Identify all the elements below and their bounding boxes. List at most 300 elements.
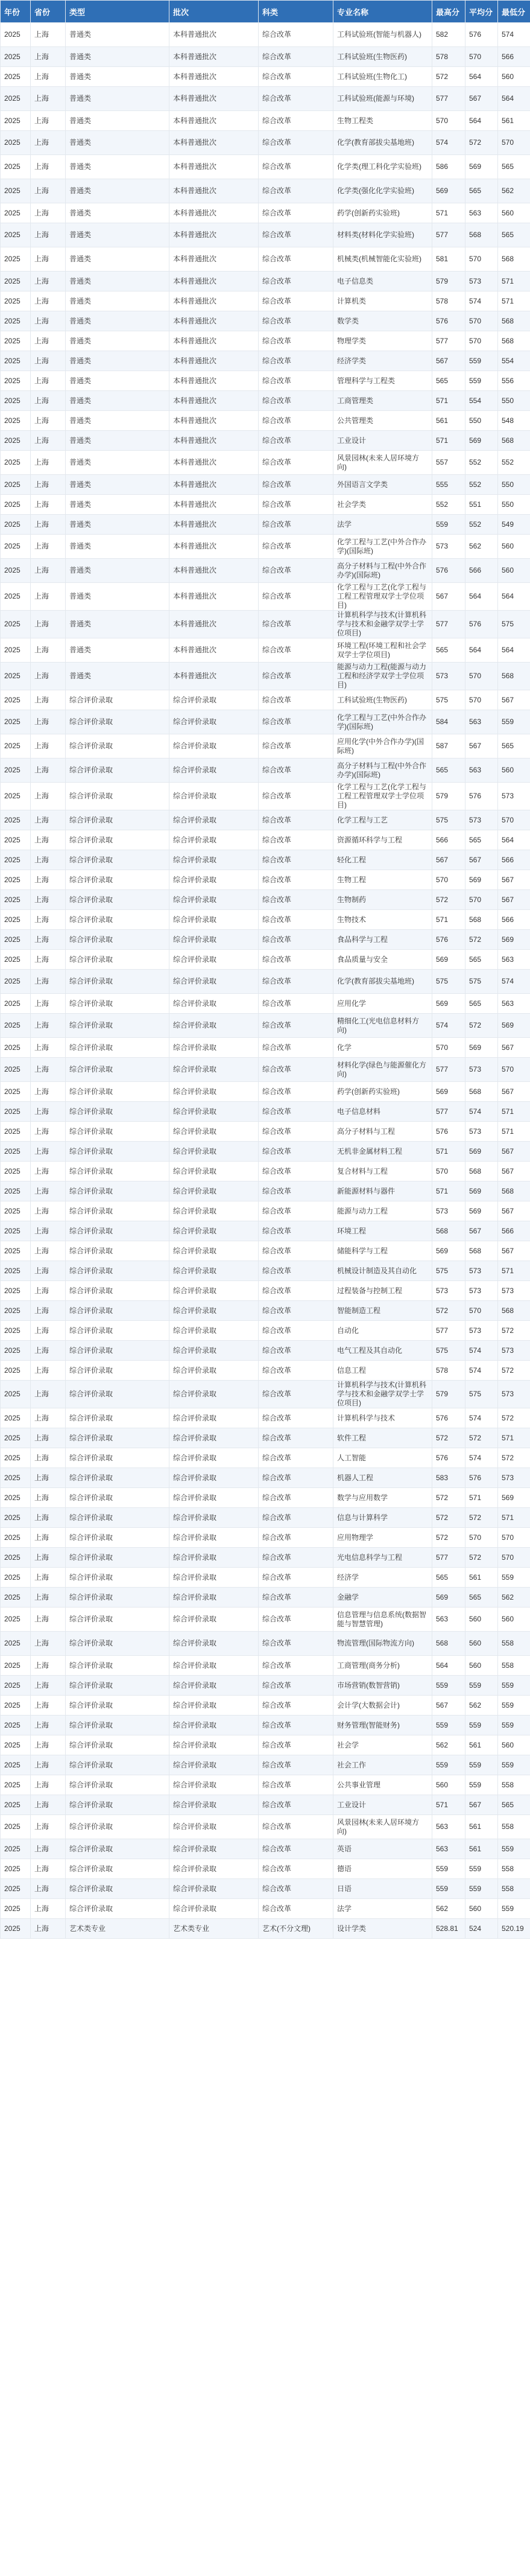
batch-cell: 综合评价录取 [169, 1058, 259, 1082]
type-cell: 普通类 [66, 131, 169, 155]
type-cell: 综合评价录取 [66, 1014, 169, 1038]
max-score-cell: 572 [432, 890, 465, 910]
column-header: 批次 [169, 1, 259, 23]
major-cell: 能源与动力工程 [333, 1201, 432, 1221]
province-cell: 上海 [31, 910, 66, 930]
province-cell: 上海 [31, 1676, 66, 1696]
type-cell: 综合评价录取 [66, 1201, 169, 1221]
min-score-cell: 568 [498, 311, 530, 331]
avg-score-cell: 574 [465, 1361, 498, 1381]
subject-cell: 综合改革 [259, 810, 333, 830]
major-cell: 管理科学与工程类 [333, 371, 432, 391]
min-score-cell: 571 [498, 1428, 530, 1448]
batch-cell: 综合评价录取 [169, 1775, 259, 1795]
subject-cell: 综合改革 [259, 131, 333, 155]
subject-cell: 综合改革 [259, 1142, 333, 1162]
max-score-cell: 566 [432, 830, 465, 850]
avg-score-cell: 569 [465, 1181, 498, 1201]
subject-cell: 综合改革 [259, 47, 333, 67]
table-row [1, 1448, 530, 1468]
year-cell: 2025 [1, 1488, 31, 1508]
max-score-cell: 559 [432, 1879, 465, 1899]
min-score-cell: 574 [498, 970, 530, 994]
province-cell: 上海 [31, 783, 66, 810]
province-cell: 上海 [31, 67, 66, 87]
column-header: 省份 [31, 1, 66, 23]
subject-cell: 综合改革 [259, 1448, 333, 1468]
min-score-cell: 559 [498, 710, 530, 734]
batch-cell: 综合评价录取 [169, 970, 259, 994]
province-cell: 上海 [31, 535, 66, 559]
max-score-cell: 569 [432, 1588, 465, 1608]
table-row [1, 1588, 530, 1608]
type-cell: 综合评价录取 [66, 1488, 169, 1508]
max-score-cell: 572 [432, 1528, 465, 1548]
province-cell: 上海 [31, 1919, 66, 1939]
min-score-cell: 568 [498, 663, 530, 690]
max-score-cell: 572 [432, 1488, 465, 1508]
min-score-cell: 558 [498, 1656, 530, 1676]
min-score-cell: 567 [498, 1142, 530, 1162]
major-cell: 食品科学与工程 [333, 930, 432, 950]
min-score-cell: 568 [498, 247, 530, 272]
table-row [1, 247, 530, 272]
year-cell: 2025 [1, 638, 31, 663]
year-cell: 2025 [1, 1815, 31, 1839]
subject-cell: 综合改革 [259, 930, 333, 950]
max-score-cell: 575 [432, 1261, 465, 1281]
max-score-cell: 573 [432, 1281, 465, 1301]
avg-score-cell: 572 [465, 1508, 498, 1528]
subject-cell: 综合改革 [259, 1548, 333, 1568]
min-score-cell: 558 [498, 1815, 530, 1839]
year-cell: 2025 [1, 690, 31, 710]
avg-score-cell: 573 [465, 1321, 498, 1341]
avg-score-cell: 574 [465, 1102, 498, 1122]
min-score-cell: 567 [498, 1038, 530, 1058]
avg-score-cell: 552 [465, 515, 498, 535]
table-row [1, 1859, 530, 1879]
min-score-cell: 567 [498, 1162, 530, 1181]
subject-cell: 综合改革 [259, 179, 333, 203]
type-cell: 普通类 [66, 67, 169, 87]
table-row [1, 1632, 530, 1656]
province-cell: 上海 [31, 272, 66, 291]
type-cell: 综合评价录取 [66, 1676, 169, 1696]
subject-cell: 综合改革 [259, 1341, 333, 1361]
major-cell: 高分子材料与工程 [333, 1122, 432, 1142]
province-cell: 上海 [31, 1014, 66, 1038]
table-row [1, 663, 530, 690]
province-cell: 上海 [31, 1408, 66, 1428]
avg-score-cell: 566 [465, 559, 498, 583]
year-cell: 2025 [1, 930, 31, 950]
major-cell: 化学工程与工艺 [333, 810, 432, 830]
min-score-cell: 559 [498, 1696, 530, 1716]
avg-score-cell: 562 [465, 1696, 498, 1716]
avg-score-cell: 563 [465, 710, 498, 734]
type-cell: 普通类 [66, 331, 169, 351]
subject-cell: 综合改革 [259, 67, 333, 87]
year-cell: 2025 [1, 559, 31, 583]
province-cell: 上海 [31, 1381, 66, 1408]
batch-cell: 本科普通批次 [169, 515, 259, 535]
batch-cell: 本科普通批次 [169, 131, 259, 155]
avg-score-cell: 561 [465, 1839, 498, 1859]
max-score-cell: 565 [432, 371, 465, 391]
subject-cell: 综合改革 [259, 870, 333, 890]
batch-cell: 综合评价录取 [169, 1488, 259, 1508]
major-cell: 化学类(理工科化学实验班) [333, 155, 432, 179]
year-cell: 2025 [1, 810, 31, 830]
avg-score-cell: 565 [465, 950, 498, 970]
batch-cell: 综合评价录取 [169, 1879, 259, 1899]
batch-cell: 本科普通批次 [169, 475, 259, 495]
max-score-cell: 569 [432, 1241, 465, 1261]
major-cell: 应用物理学 [333, 1528, 432, 1548]
year-cell: 2025 [1, 272, 31, 291]
batch-cell: 本科普通批次 [169, 291, 259, 311]
major-cell: 工业设计 [333, 431, 432, 451]
major-cell: 计算机科学与技术(计算机科学与技术和金融学双学士学位项目) [333, 1381, 432, 1408]
subject-cell: 综合改革 [259, 1899, 333, 1919]
type-cell: 综合评价录取 [66, 783, 169, 810]
subject-cell: 综合改革 [259, 1122, 333, 1142]
min-score-cell: 573 [498, 1281, 530, 1301]
avg-score-cell: 562 [465, 535, 498, 559]
major-cell: 食品质量与安全 [333, 950, 432, 970]
subject-cell: 综合改革 [259, 1038, 333, 1058]
major-cell: 化学工程与工艺(化学工程与工程工程管理双学士学位项目) [333, 583, 432, 611]
subject-cell: 综合改革 [259, 1775, 333, 1795]
max-score-cell: 577 [432, 1548, 465, 1568]
max-score-cell: 578 [432, 1361, 465, 1381]
table-row [1, 311, 530, 331]
batch-cell: 综合评价录取 [169, 1122, 259, 1142]
province-cell: 上海 [31, 1795, 66, 1815]
table-row [1, 1014, 530, 1038]
major-cell: 工科试验班(生物化工) [333, 67, 432, 87]
year-cell: 2025 [1, 47, 31, 67]
batch-cell: 本科普通批次 [169, 179, 259, 203]
max-score-cell: 569 [432, 1082, 465, 1102]
min-score-cell: 565 [498, 155, 530, 179]
major-cell: 经济学 [333, 1568, 432, 1588]
type-cell: 普通类 [66, 663, 169, 690]
year-cell: 2025 [1, 203, 31, 223]
type-cell: 综合评价录取 [66, 1696, 169, 1716]
min-score-cell: 564 [498, 638, 530, 663]
table-row [1, 1038, 530, 1058]
subject-cell: 综合改革 [259, 371, 333, 391]
subject-cell: 综合改革 [259, 611, 333, 638]
batch-cell: 本科普通批次 [169, 223, 259, 247]
max-score-cell: 586 [432, 155, 465, 179]
avg-score-cell: 567 [465, 850, 498, 870]
type-cell: 普通类 [66, 611, 169, 638]
table-row [1, 870, 530, 890]
year-cell: 2025 [1, 1428, 31, 1448]
type-cell: 综合评价录取 [66, 870, 169, 890]
min-score-cell: 560 [498, 1608, 530, 1632]
batch-cell: 本科普通批次 [169, 67, 259, 87]
batch-cell: 综合评价录取 [169, 890, 259, 910]
major-cell: 资源循环科学与工程 [333, 830, 432, 850]
min-score-cell: 569 [498, 930, 530, 950]
avg-score-cell: 561 [465, 1568, 498, 1588]
province-cell: 上海 [31, 758, 66, 783]
subject-cell: 综合改革 [259, 638, 333, 663]
type-cell: 综合评价录取 [66, 1221, 169, 1241]
province-cell: 上海 [31, 611, 66, 638]
subject-cell: 综合改革 [259, 850, 333, 870]
avg-score-cell: 573 [465, 1261, 498, 1281]
subject-cell: 综合改革 [259, 1879, 333, 1899]
type-cell: 综合评价录取 [66, 1122, 169, 1142]
major-cell: 无机非金属材料工程 [333, 1142, 432, 1162]
table-row [1, 1142, 530, 1162]
province-cell: 上海 [31, 515, 66, 535]
batch-cell: 本科普通批次 [169, 371, 259, 391]
min-score-cell: 566 [498, 850, 530, 870]
max-score-cell: 567 [432, 583, 465, 611]
type-cell: 综合评价录取 [66, 890, 169, 910]
subject-cell: 综合改革 [259, 1735, 333, 1755]
table-row [1, 1261, 530, 1281]
batch-cell: 综合评价录取 [169, 1716, 259, 1735]
year-cell: 2025 [1, 611, 31, 638]
year-cell: 2025 [1, 1859, 31, 1879]
max-score-cell: 578 [432, 291, 465, 311]
min-score-cell: 566 [498, 1221, 530, 1241]
min-score-cell: 569 [498, 1488, 530, 1508]
year-cell: 2025 [1, 994, 31, 1014]
min-score-cell: 572 [498, 1321, 530, 1341]
min-score-cell: 571 [498, 272, 530, 291]
avg-score-cell: 573 [465, 810, 498, 830]
table-row [1, 1696, 530, 1716]
province-cell: 上海 [31, 223, 66, 247]
min-score-cell: 550 [498, 475, 530, 495]
batch-cell: 综合评价录取 [169, 1508, 259, 1528]
province-cell: 上海 [31, 311, 66, 331]
table-header-row [1, 1, 530, 23]
min-score-cell: 563 [498, 994, 530, 1014]
type-cell: 普通类 [66, 311, 169, 331]
year-cell: 2025 [1, 1181, 31, 1201]
subject-cell: 综合改革 [259, 155, 333, 179]
subject-cell: 综合改革 [259, 1508, 333, 1528]
major-cell: 环境工程(环境工程和社会学双学士学位项目) [333, 638, 432, 663]
table-row [1, 1408, 530, 1428]
max-score-cell: 559 [432, 1676, 465, 1696]
batch-cell: 综合评价录取 [169, 710, 259, 734]
min-score-cell: 560 [498, 758, 530, 783]
min-score-cell: 572 [498, 1361, 530, 1381]
min-score-cell: 562 [498, 1588, 530, 1608]
year-cell: 2025 [1, 1448, 31, 1468]
type-cell: 综合评价录取 [66, 1341, 169, 1361]
avg-score-cell: 574 [465, 291, 498, 311]
min-score-cell: 567 [498, 1201, 530, 1221]
table-row [1, 1281, 530, 1301]
year-cell: 2025 [1, 179, 31, 203]
min-score-cell: 568 [498, 1181, 530, 1201]
avg-score-cell: 559 [465, 1676, 498, 1696]
province-cell: 上海 [31, 1488, 66, 1508]
avg-score-cell: 559 [465, 351, 498, 371]
batch-cell: 本科普通批次 [169, 411, 259, 431]
max-score-cell: 564 [432, 1656, 465, 1676]
batch-cell: 本科普通批次 [169, 272, 259, 291]
province-cell: 上海 [31, 1162, 66, 1181]
type-cell: 综合评价录取 [66, 830, 169, 850]
table-row [1, 1608, 530, 1632]
subject-cell: 综合改革 [259, 535, 333, 559]
subject-cell: 综合改革 [259, 1755, 333, 1775]
batch-cell: 综合评价录取 [169, 1696, 259, 1716]
year-cell: 2025 [1, 111, 31, 131]
batch-cell: 综合评价录取 [169, 950, 259, 970]
table-row [1, 23, 530, 47]
table-row [1, 371, 530, 391]
year-cell: 2025 [1, 23, 31, 47]
type-cell: 综合评价录取 [66, 1508, 169, 1528]
batch-cell: 综合评价录取 [169, 1448, 259, 1468]
table-row [1, 583, 530, 611]
province-cell: 上海 [31, 203, 66, 223]
max-score-cell: 574 [432, 131, 465, 155]
type-cell: 综合评价录取 [66, 910, 169, 930]
type-cell: 普通类 [66, 431, 169, 451]
year-cell: 2025 [1, 495, 31, 515]
year-cell: 2025 [1, 1014, 31, 1038]
major-cell: 物流管理(国际物流方向) [333, 1632, 432, 1656]
type-cell: 综合评价录取 [66, 1301, 169, 1321]
subject-cell: 综合改革 [259, 203, 333, 223]
province-cell: 上海 [31, 1815, 66, 1839]
max-score-cell: 577 [432, 1058, 465, 1082]
year-cell: 2025 [1, 1381, 31, 1408]
major-cell: 机械设计制造及其自动化 [333, 1261, 432, 1281]
province-cell: 上海 [31, 1142, 66, 1162]
max-score-cell: 582 [432, 23, 465, 47]
major-cell: 工科试验班(生物医药) [333, 47, 432, 67]
min-score-cell: 568 [498, 431, 530, 451]
province-cell: 上海 [31, 1548, 66, 1568]
major-cell: 精细化工(光电信息材料方向) [333, 1014, 432, 1038]
type-cell: 综合评价录取 [66, 1261, 169, 1281]
subject-cell: 综合改革 [259, 247, 333, 272]
max-score-cell: 563 [432, 1839, 465, 1859]
year-cell: 2025 [1, 431, 31, 451]
province-cell: 上海 [31, 850, 66, 870]
type-cell: 综合评价录取 [66, 710, 169, 734]
major-cell: 信息与计算科学 [333, 1508, 432, 1528]
min-score-cell: 560 [498, 559, 530, 583]
major-cell: 智能制造工程 [333, 1301, 432, 1321]
avg-score-cell: 574 [465, 1408, 498, 1428]
year-cell: 2025 [1, 890, 31, 910]
max-score-cell: 565 [432, 1568, 465, 1588]
avg-score-cell: 565 [465, 994, 498, 1014]
avg-score-cell: 568 [465, 1082, 498, 1102]
province-cell: 上海 [31, 870, 66, 890]
major-cell: 工商管理(商务分析) [333, 1656, 432, 1676]
avg-score-cell: 567 [465, 87, 498, 111]
table-row [1, 1735, 530, 1755]
year-cell: 2025 [1, 1696, 31, 1716]
subject-cell: 综合改革 [259, 391, 333, 411]
avg-score-cell: 572 [465, 1548, 498, 1568]
type-cell: 综合评价录取 [66, 1038, 169, 1058]
year-cell: 2025 [1, 1201, 31, 1221]
major-cell: 计算机科学与技术 [333, 1408, 432, 1428]
min-score-cell: 567 [498, 890, 530, 910]
max-score-cell: 565 [432, 758, 465, 783]
batch-cell: 综合评价录取 [169, 1281, 259, 1301]
major-cell: 化学类(强化化学实验班) [333, 179, 432, 203]
subject-cell: 综合改革 [259, 1261, 333, 1281]
min-score-cell: 566 [498, 910, 530, 930]
max-score-cell: 577 [432, 87, 465, 111]
max-score-cell: 569 [432, 950, 465, 970]
min-score-cell: 568 [498, 331, 530, 351]
type-cell: 综合评价录取 [66, 970, 169, 994]
major-cell: 设计学类 [333, 1919, 432, 1939]
batch-cell: 综合评价录取 [169, 1301, 259, 1321]
province-cell: 上海 [31, 1038, 66, 1058]
batch-cell: 本科普通批次 [169, 23, 259, 47]
major-cell: 药学(创新药实验班) [333, 1082, 432, 1102]
province-cell: 上海 [31, 1301, 66, 1321]
year-cell: 2025 [1, 1142, 31, 1162]
province-cell: 上海 [31, 131, 66, 155]
batch-cell: 综合评价录取 [169, 1795, 259, 1815]
avg-score-cell: 568 [465, 1241, 498, 1261]
batch-cell: 综合评价录取 [169, 1014, 259, 1038]
subject-cell: 综合改革 [259, 495, 333, 515]
subject-cell: 综合改革 [259, 1201, 333, 1221]
type-cell: 综合评价录取 [66, 1716, 169, 1735]
year-cell: 2025 [1, 223, 31, 247]
year-cell: 2025 [1, 830, 31, 850]
table-row [1, 1488, 530, 1508]
table-row [1, 970, 530, 994]
year-cell: 2025 [1, 247, 31, 272]
batch-cell: 本科普通批次 [169, 391, 259, 411]
table-row [1, 155, 530, 179]
avg-score-cell: 568 [465, 1162, 498, 1181]
batch-cell: 综合评价录取 [169, 1428, 259, 1448]
subject-cell: 综合改革 [259, 411, 333, 431]
type-cell: 普通类 [66, 179, 169, 203]
max-score-cell: 576 [432, 1408, 465, 1428]
subject-cell: 综合改革 [259, 758, 333, 783]
subject-cell: 综合改革 [259, 291, 333, 311]
avg-score-cell: 567 [465, 1795, 498, 1815]
max-score-cell: 552 [432, 495, 465, 515]
province-cell: 上海 [31, 411, 66, 431]
year-cell: 2025 [1, 1162, 31, 1181]
year-cell: 2025 [1, 1656, 31, 1676]
subject-cell: 综合改革 [259, 23, 333, 47]
type-cell: 普通类 [66, 559, 169, 583]
year-cell: 2025 [1, 131, 31, 155]
max-score-cell: 573 [432, 663, 465, 690]
province-cell: 上海 [31, 1201, 66, 1221]
avg-score-cell: 560 [465, 1632, 498, 1656]
